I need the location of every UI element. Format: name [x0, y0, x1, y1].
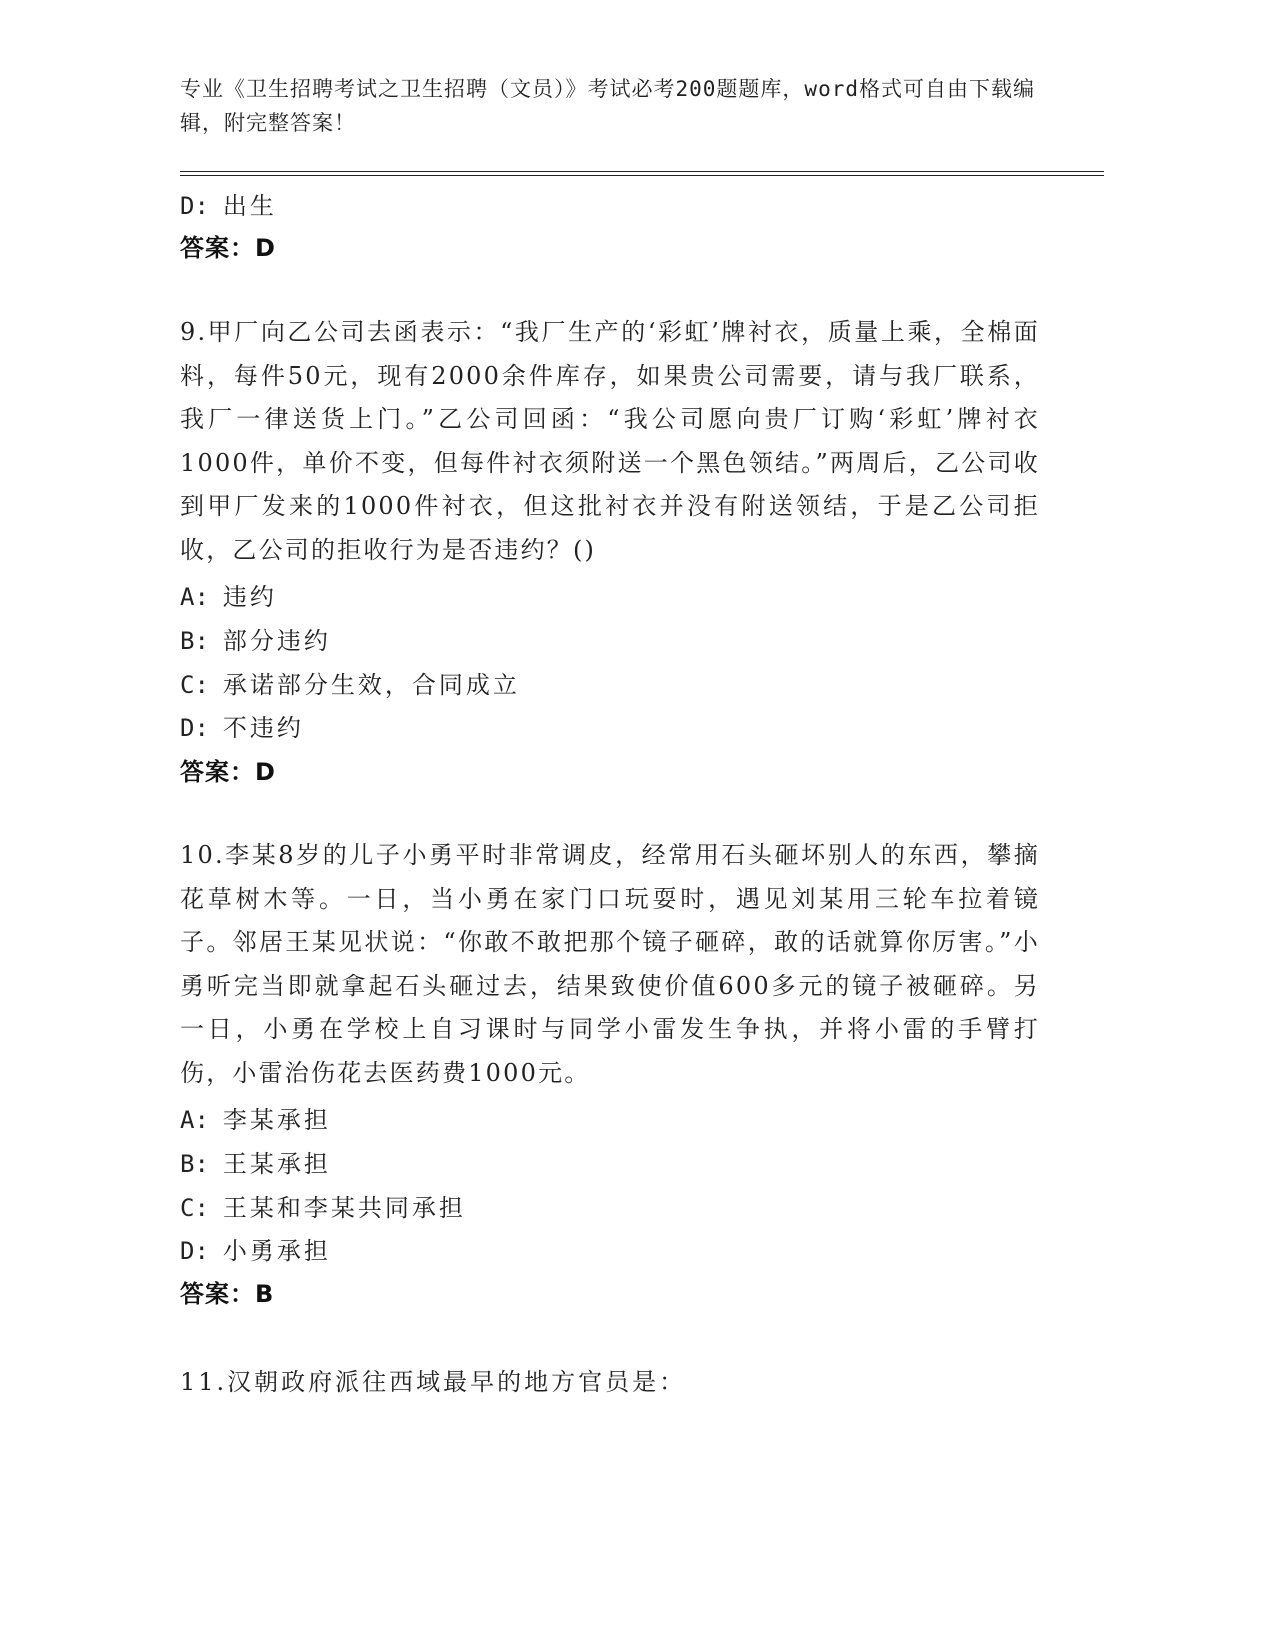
question-9-option-a — [180, 577, 277, 612]
question-9-text: 9.甲厂向乙公司去函表示：“我厂生产的‘彩虹’牌衬衣，质量上乘，全棉面料，每件50元，现有2000余件库存，如果贵公司需要，请与我厂联系，我厂一律送货上门。”乙公司回函：“我公司愿向贵厂订购‘彩虹’牌衬衣1000件，单价不变，但每件衬衣须附送一个黑色领结。”两周后，乙公司收到甲厂发来的1000件衬衣，但这批衬衣并没有附送领结，于是乙公司拒收，乙公司的拒收行为是否违约？() — [180, 318, 1040, 564]
option-letter: A: — [180, 583, 209, 611]
option-text: 不违约 — [222, 714, 304, 742]
question-9-option-c — [180, 665, 520, 700]
option-letter: A: — [180, 1106, 209, 1134]
question-10-option-a — [180, 1100, 331, 1135]
option-text: 承诺部分生效，合同成立 — [222, 671, 520, 699]
option-letter: C: — [180, 671, 209, 699]
option-text: 出生 — [222, 192, 277, 220]
page-header: 专业《卫生招聘考试之卫生招聘（文员）》考试必考200题题库，word格式可自由下载编辑，附完整答案！ — [180, 77, 1035, 135]
question-10-option-c — [180, 1188, 466, 1223]
prev-answer: 答案：D — [180, 234, 276, 262]
question-10-option-d — [180, 1231, 331, 1266]
question-10-text: 10.李某8岁的儿子小勇平时非常调皮，经常用石头砸坏别人的东西，攀摘花草树木等。一日，当小勇在家门口玩耍时，遇见刘某用三轮车拉着镜子。邻居王某见状说：“你敢不敢把那个镜子砸碎，敢的话就算你厉害。”小勇听完当即就拿起石头砸过去，结果致使价值600多元的镜子被砸碎。另一日，小勇在学校上自习课时与同学小雷发生争执，并将小雷的手臂打伤，小雷治伤花去医药费1000元。 — [180, 841, 1040, 1087]
question-11-text: 11.汉朝政府派往西域最早的地方官员是： — [180, 1368, 687, 1396]
option-letter: B: — [180, 627, 209, 655]
question-9-option-d — [180, 708, 304, 743]
question-10-answer: 答案：B — [180, 1280, 275, 1308]
option-text: 部分违约 — [222, 627, 331, 655]
option-letter: D: — [180, 192, 209, 220]
header-divider — [180, 171, 1104, 172]
prev-option-d — [180, 186, 277, 221]
option-text: 小勇承担 — [222, 1237, 331, 1265]
question-10-option-b — [180, 1144, 331, 1179]
option-letter: C: — [180, 1194, 209, 1222]
option-text: 李某承担 — [222, 1106, 331, 1134]
option-letter: D: — [180, 1237, 209, 1265]
option-letter: B: — [180, 1150, 209, 1178]
header-divider-secondary — [180, 175, 1104, 176]
question-9-option-b — [180, 621, 331, 656]
option-text: 王某承担 — [222, 1150, 331, 1178]
option-text: 违约 — [222, 583, 277, 611]
option-letter: D: — [180, 714, 209, 742]
question-9-answer: 答案：D — [180, 758, 276, 786]
option-text: 王某和李某共同承担 — [222, 1194, 466, 1222]
